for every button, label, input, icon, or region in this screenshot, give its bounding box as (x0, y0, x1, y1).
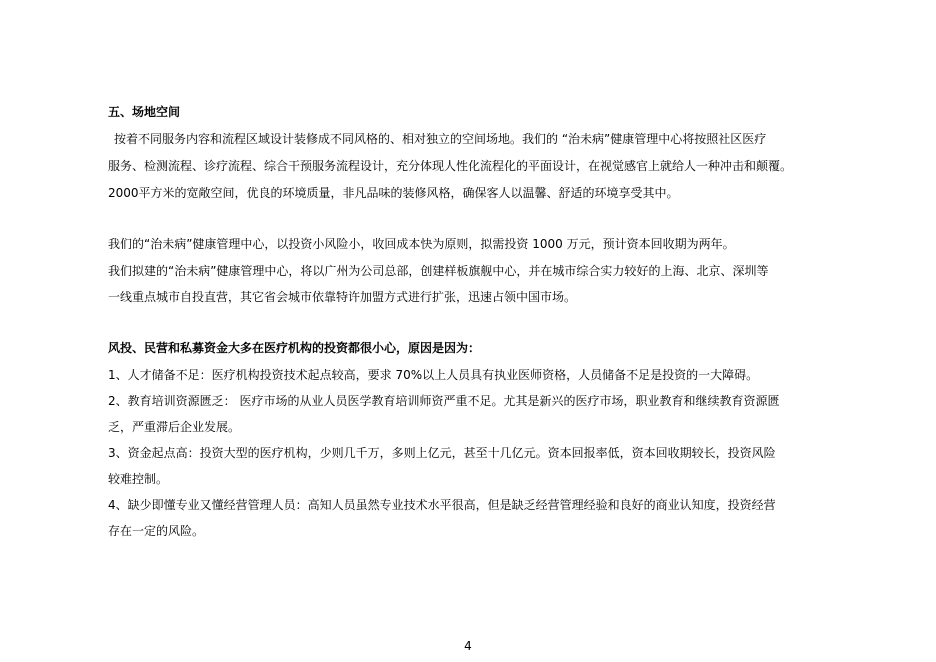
paragraph-space-line-2: 服务、检测流程、诊疗流程、综合干预服务流程设计，充分体现人性化流程化的平面设计，在视觉感官上就给人一种冲击和颠覆。 (108, 159, 793, 173)
reason-4-line-2: 存在一定的风险。 (108, 524, 205, 538)
reason-2-line-1: 2、教育培训资源匮乏： 医疗市场的从业人员医学教育培训师资严重不足。尤其是新兴的医疗市场，职业教育和继续教育资源匮 (108, 394, 780, 408)
paragraph-invest-line-1: 我们的“治未病”健康管理中心，以投资小风险小，收回成本快为原则，拟需投资 1000 万元，预计资本回收期为两年。 (108, 237, 735, 251)
paragraph-plan-line-2: 一线重点城市自投直营，其它省会城市依靠特许加盟方式进行扩张，迅速占领中国市场。 (108, 290, 577, 304)
paragraph-space-line-3: 2000平方米的宽敞空间，优良的环境质量，非凡品味的装修风格，确保客人以温馨、舒适的环境享受其中。 (108, 186, 679, 200)
page-number: 4 (464, 639, 472, 653)
reason-3-line-1: 3、资金起点高：投资大型的医疗机构，少则几千万，多则上亿元，甚至十几亿元。资本回报率低，资本回收期较长，投资风险 (108, 446, 776, 460)
paragraph-space-line-1: 按着不同服务内容和流程区域设计装修成不同风格的、相对独立的空间场地。我们的 “治未病”健康管理中心将按照社区医疗 (114, 132, 767, 146)
reason-2-line-2: 乏，严重滞后企业发展。 (108, 420, 241, 434)
reason-1-line-1: 1、人才储备不足：医疗机构投资技术起点较高，要求 70%以上人员具有执业医师资格，人员储备不足是投资的一大障碍。 (108, 368, 759, 382)
section-heading: 五、场地空间 (108, 105, 181, 119)
reason-4-line-1: 4、缺少即懂专业又懂经营管理人员：高知人员虽然专业技术水平很高，但是缺乏经营管理经验和良好的商业认知度，投资经营 (108, 498, 776, 512)
paragraph-plan-line-1: 我们拟建的“治未病”健康管理中心，将以广州为公司总部，创建样板旗舰中心，并在城市综合实力较好的上海、北京、深圳等 (108, 264, 769, 278)
reason-3-line-2: 较难控制。 (108, 472, 169, 486)
risk-heading: 风投、民营和私募资金大多在医疗机构的投资都很小心，原因是因为： (108, 341, 481, 355)
